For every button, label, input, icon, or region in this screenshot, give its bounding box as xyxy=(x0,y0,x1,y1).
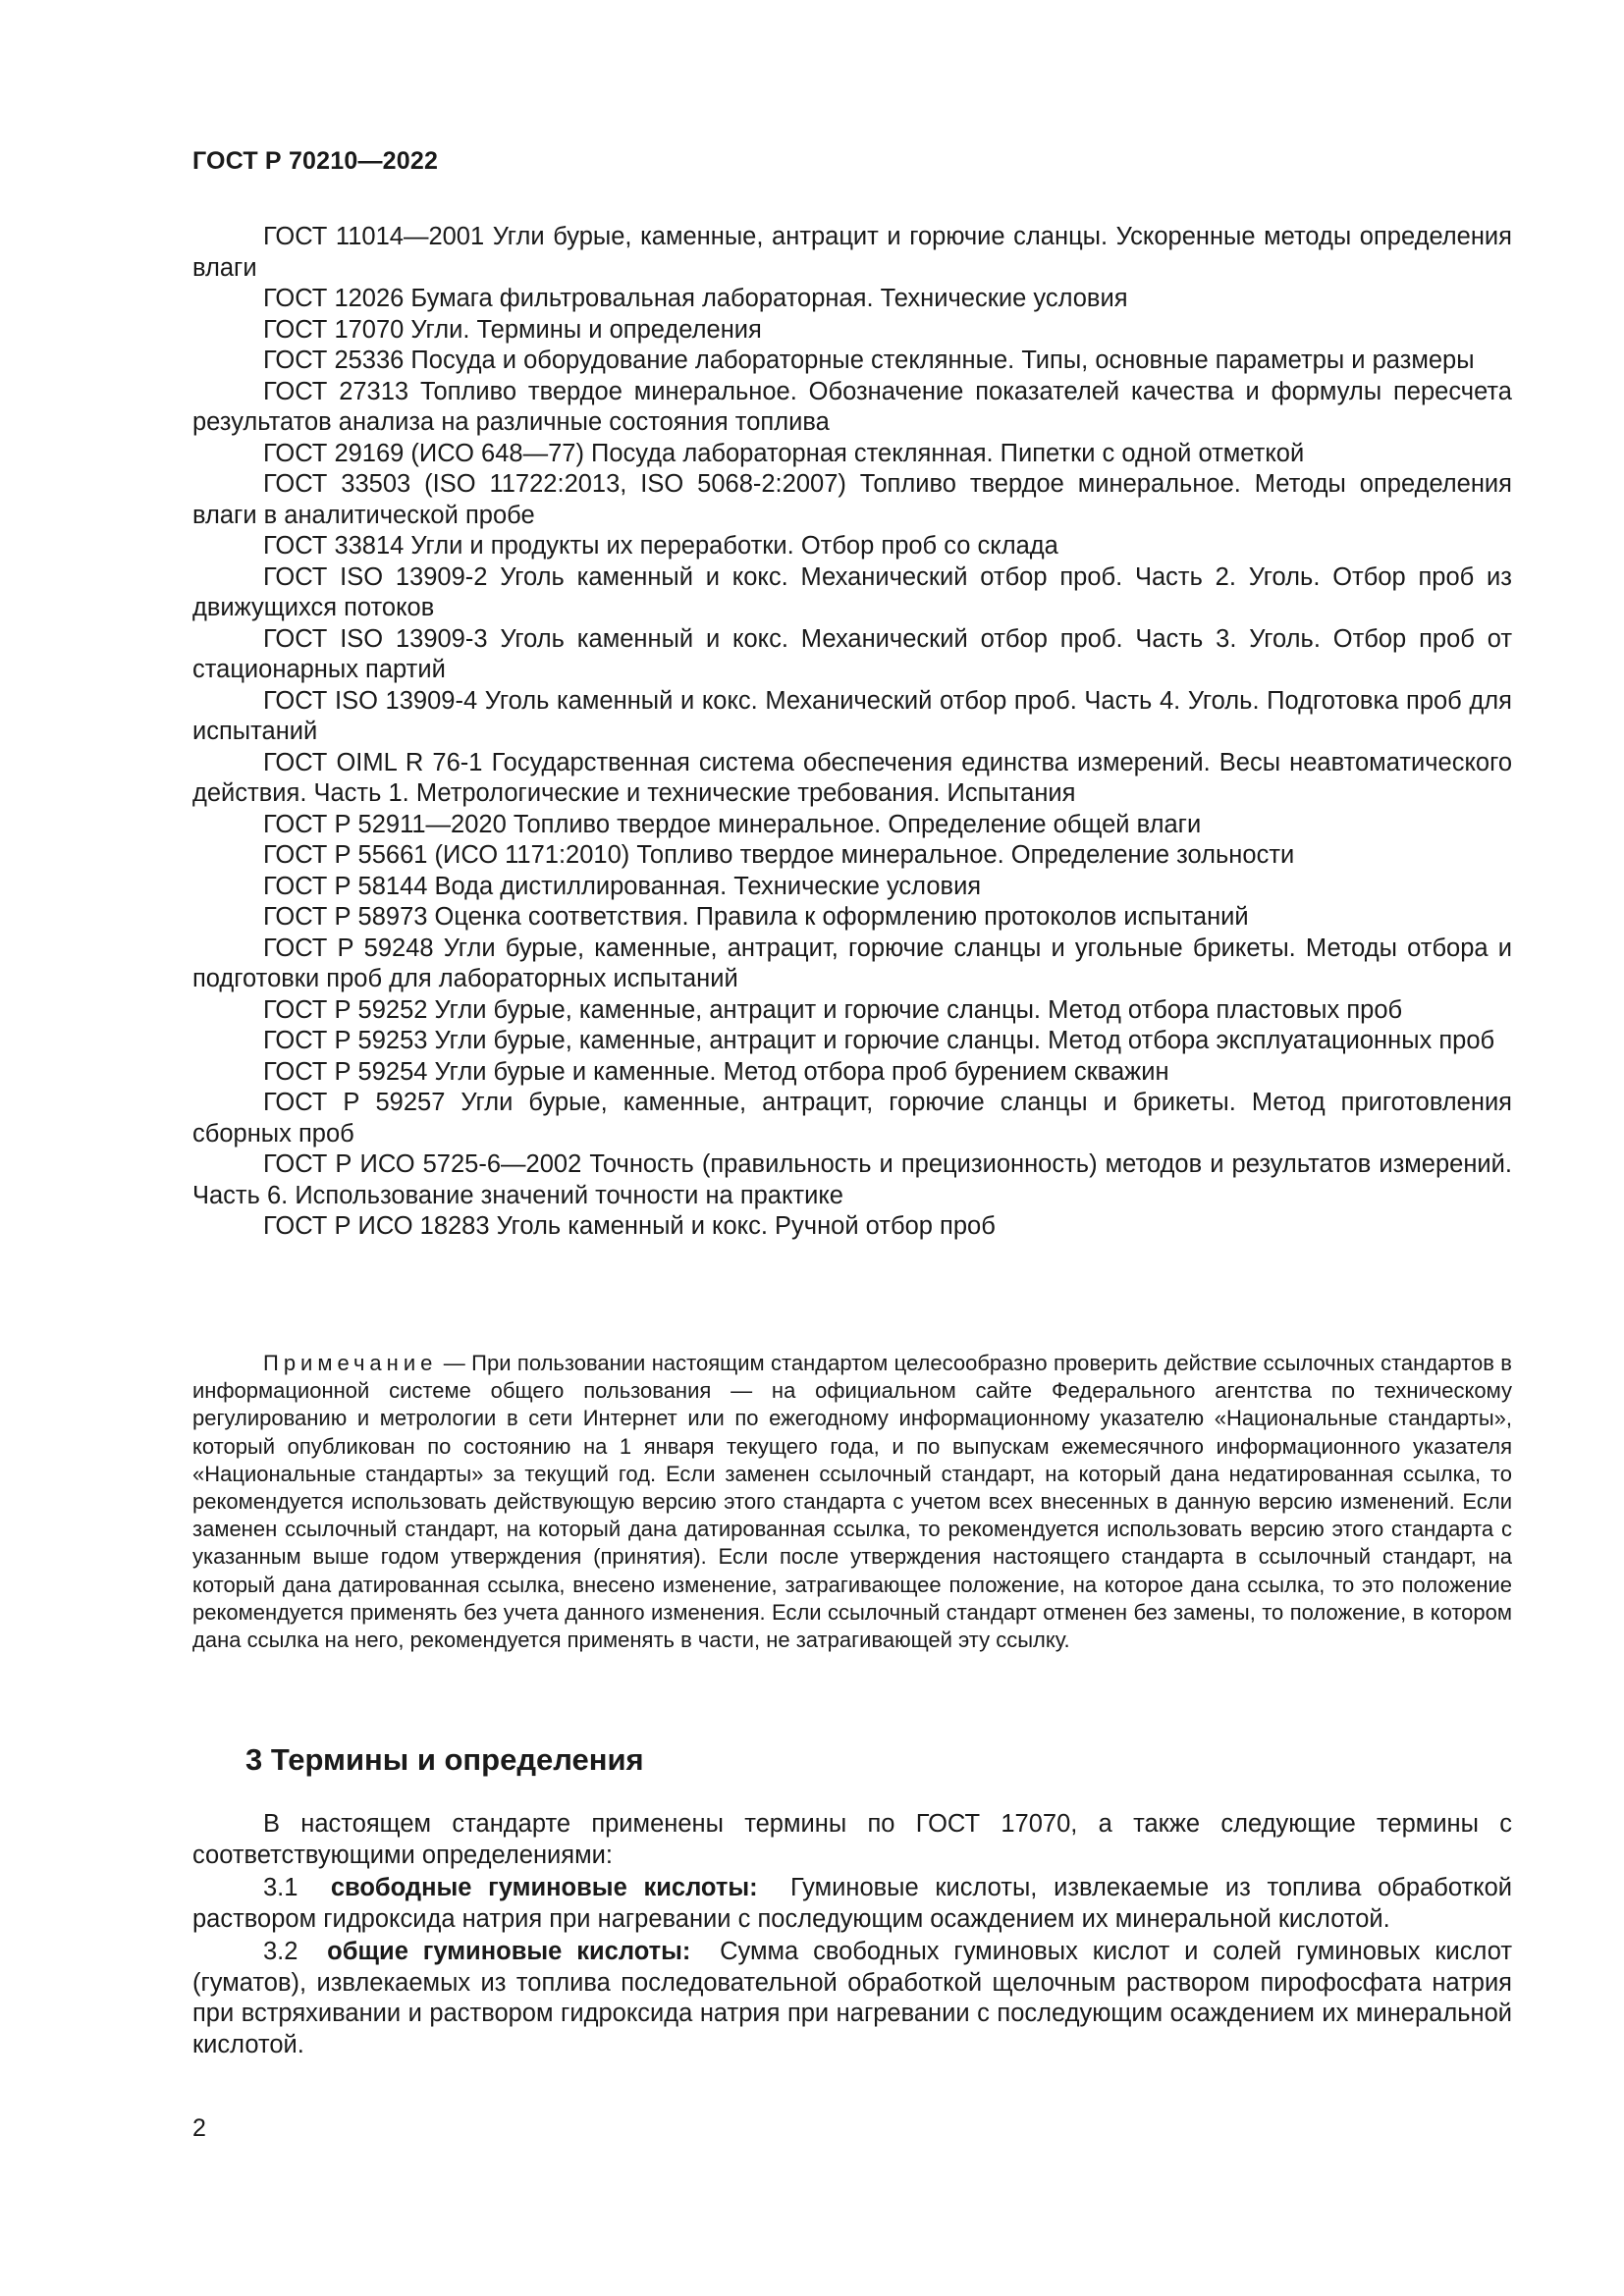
page-number: 2 xyxy=(192,2114,206,2142)
reference-entry: ГОСТ OIML R 76-1 Государственная система обеспечения единства измерений. Весы неавтоматического действия. Часть 1. Метрологические и технические требования. Испытания xyxy=(192,748,1512,807)
term-name: общие гуминовые кислоты: xyxy=(327,1938,691,1965)
reference-entry: ГОСТ Р 59253 Угли бурые, каменные, антрацит и горючие сланцы. Метод отбора эксплуатационных проб xyxy=(263,1027,1495,1054)
section-heading: 3 Термины и определения xyxy=(245,1742,644,1777)
term-name: свободные гуминовые кислоты: xyxy=(330,1874,758,1901)
term-definition-text: Сумма свободных гуминовых кислот и солей гуминовых кислот (гуматов), извлекаемых из топлива последовательной обработкой щелочным раствором пирофосфата натрия при встряхивании и раствором гидроксида натрия при нагревании с последующим осаждением их минеральной кислотой. xyxy=(192,1938,1512,2058)
reference-entry: ГОСТ Р 58973 Оценка соответствия. Правила к оформлению протоколов испытаний xyxy=(263,903,1249,931)
normative-references-list xyxy=(192,222,1512,1243)
reference-entry: ГОСТ Р 52911—2020 Топливо твердое минеральное. Определение общей влаги xyxy=(263,810,1202,838)
note-label: Примечание xyxy=(263,1351,438,1375)
reference-entry: ГОСТ 17070 Угли. Термины и определения xyxy=(263,315,762,344)
reference-entry: ГОСТ ISO 13909-4 Уголь каменный и кокс. Механический отбор проб. Часть 4. Уголь. Подготовка проб для испытаний xyxy=(192,686,1512,745)
reference-entry: ГОСТ 11014—2001 Угли бурые, каменные, антрацит и горючие сланцы. Ускоренные методы определения влаги xyxy=(192,223,1512,282)
reference-entry: ГОСТ 33503 (ISO 11722:2013, ISO 5068-2:2007) Топливо твердое минеральное. Методы определения влаги в аналитической пробе xyxy=(192,470,1512,529)
section-intro: В настоящем стандарте применены термины по ГОСТ 17070, а также следующие термины с соответствующими определениями: xyxy=(192,1810,1512,1869)
reference-entry: ГОСТ ISO 13909-3 Уголь каменный и кокс. Механический отбор проб. Часть 3. Уголь. Отбор проб от стационарных партий xyxy=(192,624,1512,683)
reference-entry: ГОСТ 33814 Угли и продукты их переработки. Отбор проб со склада xyxy=(263,532,1058,560)
reference-entry: ГОСТ Р 59254 Угли бурые и каменные. Метод отбора проб бурением скважин xyxy=(263,1057,1169,1086)
reference-entry: ГОСТ 27313 Топливо твердое минеральное. Обозначение показателей качества и формулы пересчета результатов анализа на различные состояния топлива xyxy=(192,377,1512,436)
term-number: 3.1 xyxy=(263,1874,298,1901)
reference-entry: ГОСТ ISO 13909-2 Уголь каменный и кокс. Механический отбор проб. Часть 2. Уголь. Отбор проб из движущихся потоков xyxy=(192,562,1512,621)
note-paragraph xyxy=(192,1350,1512,1654)
reference-entry: ГОСТ Р 59257 Угли бурые, каменные, антрацит, горючие сланцы и брикеты. Метод приготовления сборных проб xyxy=(192,1089,1512,1148)
reference-entry: ГОСТ 29169 (ИСО 648—77) Посуда лабораторная стеклянная. Пипетки с одной отметкой xyxy=(263,439,1305,467)
reference-entry: ГОСТ Р 59252 Угли бурые, каменные, антрацит и горючие сланцы. Метод отбора пластовых проб xyxy=(263,995,1403,1024)
reference-entry: ГОСТ 12026 Бумага фильтровальная лабораторная. Технические условия xyxy=(263,285,1128,312)
term-number: 3.2 xyxy=(263,1938,298,1965)
reference-entry: ГОСТ Р ИСО 18283 Уголь каменный и кокс. Ручной отбор проб xyxy=(263,1212,996,1240)
reference-entry: ГОСТ Р 58144 Вода дистиллированная. Технические условия xyxy=(263,872,982,900)
reference-entry: ГОСТ Р 55661 (ИСО 1171:2010) Топливо твердое минеральное. Определение зольности xyxy=(263,841,1295,869)
reference-entry: ГОСТ Р ИСО 5725-6—2002 Точность (правильность и прецизионность) методов и результатов измерений. Часть 6. Использование значений точности на практике xyxy=(192,1150,1512,1209)
document-header: ГОСТ Р 70210—2022 xyxy=(192,147,439,175)
reference-entry: ГОСТ Р 59248 Угли бурые, каменные, антрацит, горючие сланцы и угольные брикеты. Методы отбора и подготовки проб для лабораторных испытаний xyxy=(192,934,1512,992)
term-definition xyxy=(192,1873,1512,1935)
note-text: — При пользовании настоящим стандартом целесообразно проверить действие ссылочных стандартов в информационной системе общего пользования — на официальном сайте Федерального агентства по техническому регулированию и метрологии в сети Интернет или по ежегодному информационному указателю «Национальные стандарты», который опубликован по состоянию на 1 января текущего года, и по выпускам ежемесячного информационного указателя «Национальные стандарты» за текущий год. Если заменен ссылочный стандарт, на который дана недатированная ссылка, то рекомендуется использовать действующую версию этого стандарта с учетом всех внесенных в данную версию изменений. Если заменен ссылочный стандарт, на который дана датированная ссылка, то рекомендуется использовать версию этого стандарта с указанным выше годом утверждения (принятия). Если после утверждения настоящего стандарта в ссылочный стандарт, на который дана датированная ссылка, внесено изменение, затрагивающее положение, на которое дана ссылка, то это положение рекомендуется применять без учета данного изменения. Если ссылочный стандарт отменен без замены, то положение, в котором дана ссылка на него, рекомендуется применять в части, не затрагивающей эту ссылку. xyxy=(192,1351,1512,1653)
reference-entry: ГОСТ 25336 Посуда и оборудование лабораторные стеклянные. Типы, основные параметры и размеры xyxy=(263,347,1475,374)
term-definition-text: Гуминовые кислоты, извлекаемые из топлива обработкой раствором гидроксида натрия при нагревании с последующим осаждением их минеральной кислотой. xyxy=(192,1874,1513,1933)
section-body xyxy=(192,1809,1512,2062)
term-definition xyxy=(192,1937,1512,2060)
